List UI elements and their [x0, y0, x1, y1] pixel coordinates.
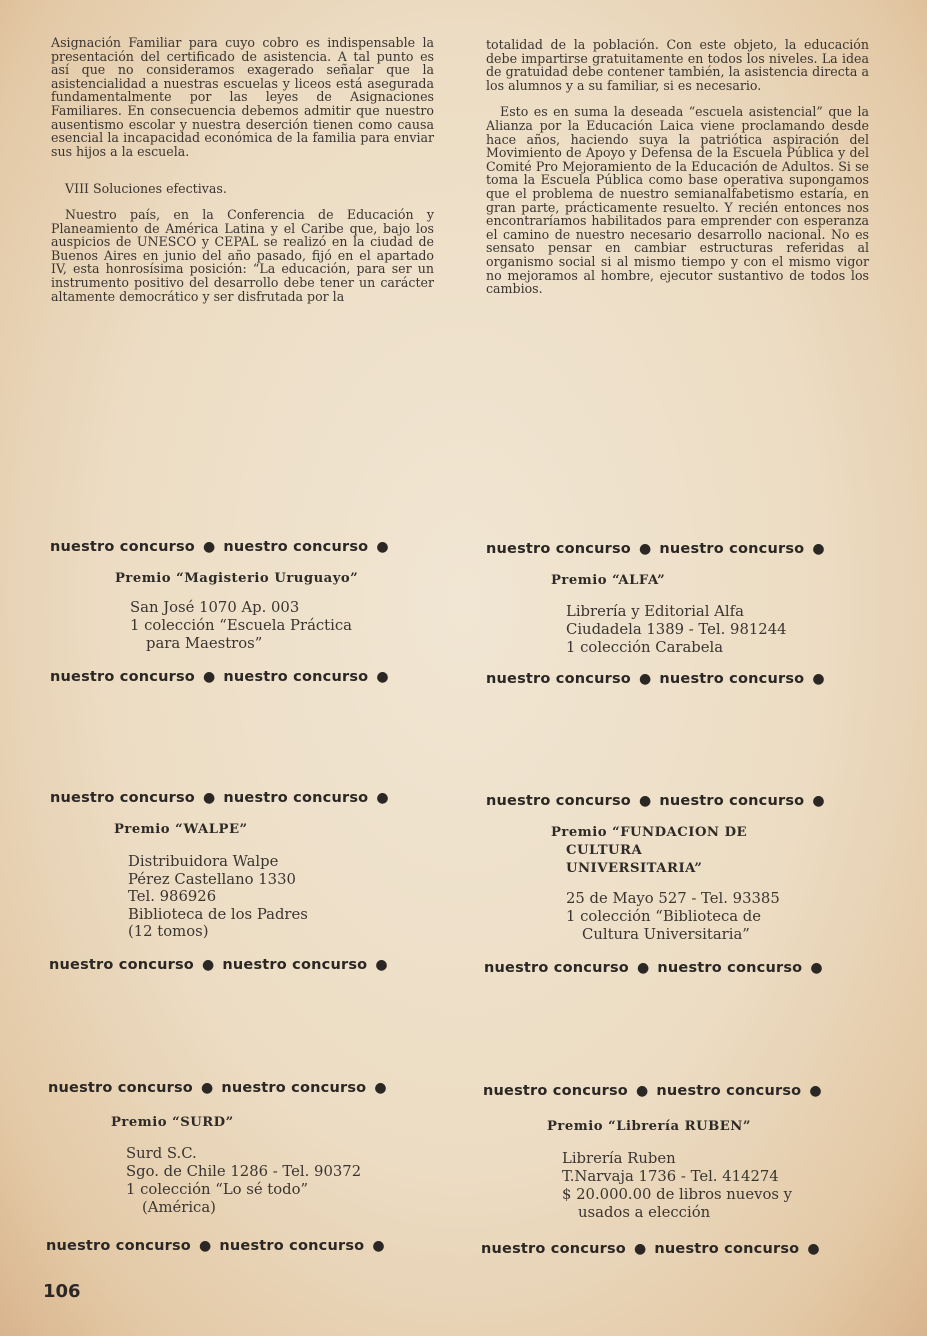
prize-title-alfa: Premio “ALFA”	[551, 573, 666, 588]
left-paragraph-2: Nuestro país, en la Conferencia de Educación y Planeamiento de América Latina y el Caribe que, bajo los auspicios de UNESCO y CEPAL se realizó en la ciudad de Buenos Aires en junio del año pasado, fijó en el apartado IV, esta honrosísima posición: “La educación, para ser un instrumento positivo del desarrollo debe tener un carácter altamente democrático y ser disfrutada por la	[51, 206, 434, 304]
contest-banner: nuestro concurso ● nuestro concurso ●	[481, 1241, 820, 1257]
section-heading: VIII Soluciones efectivas.	[65, 181, 227, 197]
left-paragraph-1: Asignación Familiar para cuyo cobro es indispensable la presentación del certificado de asistencia. A tal punto es así que no consideramos exagerado señalar que la asistencialidad a nuestras escuelas y liceos está asegurada fundamentalmente por las leyes de Asignaciones Familiares. En consecuencia debemos admitir que nuestro ausentismo escolar y nuestra deserción tienen como causa esencial la incapacidad económica de la familia para enviar sus hijos a la escuela.	[51, 35, 434, 159]
contest-banner: nuestro concurso ● nuestro concurso ●	[46, 1238, 385, 1254]
prize-details-walpe: Distribuidora Walpe Pérez Castellano 1330 Tel. 986926 Biblioteca de los Padres (12 tomos)	[128, 853, 308, 940]
left-text-column	[51, 36, 434, 303]
contest-banner: nuestro concurso ● nuestro concurso ●	[486, 541, 825, 557]
contest-banner: nuestro concurso ● nuestro concurso ●	[50, 539, 389, 555]
prize-title-surd: Premio “SURD”	[111, 1115, 234, 1130]
prize-title-fundacion: Premio “FUNDACION DE CULTURA UNIVERSITARIA”	[551, 825, 748, 876]
prize-details-alfa: Librería y Editorial Alfa Ciudadela 1389 - Tel. 981244 1 colección Carabela	[566, 603, 787, 656]
prize-details-surd: Surd S.C. Sgo. de Chile 1286 - Tel. 90372 1 colección “Lo sé todo” (América)	[126, 1145, 362, 1216]
prize-title-magisterio: Premio “Magisterio Uruguayo”	[115, 571, 359, 586]
prize-title-walpe: Premio “WALPE”	[114, 822, 248, 837]
contest-banner: nuestro concurso ● nuestro concurso ●	[483, 1083, 822, 1099]
page-number: 106	[43, 1281, 81, 1302]
contest-banner: nuestro concurso ● nuestro concurso ●	[50, 790, 389, 806]
prize-title-ruben: Premio “Librería RUBEN”	[547, 1119, 751, 1134]
contest-banner: nuestro concurso ● nuestro concurso ●	[49, 957, 388, 973]
right-paragraph-1: totalidad de la población. Con este objeto, la educación debe impartirse gratuitamente en todos los niveles. La idea de gratuidad debe contener también, la asistencia directa a los alumnos y a su familiar, si es necesario.	[486, 37, 869, 93]
contest-banner: nuestro concurso ● nuestro concurso ●	[50, 669, 389, 685]
right-paragraph-2: Esto es en suma la deseada “escuela asistencial” que la Alianza por la Educación Laica viene proclamando desde hace años, haciendo suya la patriótica aspiración del Movimiento de Apoyo y Defensa de la Escuela Pública y del Comité Pro Mejoramiento de la Educación de Adultos. Si se toma la Escuela Pública como base operativa supongamos que el problema de nuestro semianalfabetismo estaría, en gran parte, prácticamente resuelto. Y recién entonces nos encontraríamos habilitados para emprender con esperanza el camino de nuestro necesario desarrollo nacional. No es sensato pensar en cambiar estructuras referidas al organismo social si al mismo tiempo y con el mismo vigor no mejoramos al hombre, ejecutor sustantivo de todos los cambios.	[486, 104, 869, 297]
contest-banner: nuestro concurso ● nuestro concurso ●	[484, 960, 823, 976]
prize-details-magisterio: San José 1070 Ap. 003 1 colección “Escuela Práctica para Maestros”	[130, 599, 352, 652]
prize-details-fundacion: 25 de Mayo 527 - Tel. 93385 1 colección “Biblioteca de Cultura Universitaria”	[566, 890, 780, 943]
contest-banner: nuestro concurso ● nuestro concurso ●	[48, 1080, 387, 1096]
contest-banner: nuestro concurso ● nuestro concurso ●	[486, 793, 825, 809]
contest-banner: nuestro concurso ● nuestro concurso ●	[486, 671, 825, 687]
prize-details-ruben: Librería Ruben T.Narvaja 1736 - Tel. 414274 $ 20.000.00 de libros nuevos y usados a elección	[562, 1150, 793, 1221]
right-text-column	[486, 38, 869, 296]
